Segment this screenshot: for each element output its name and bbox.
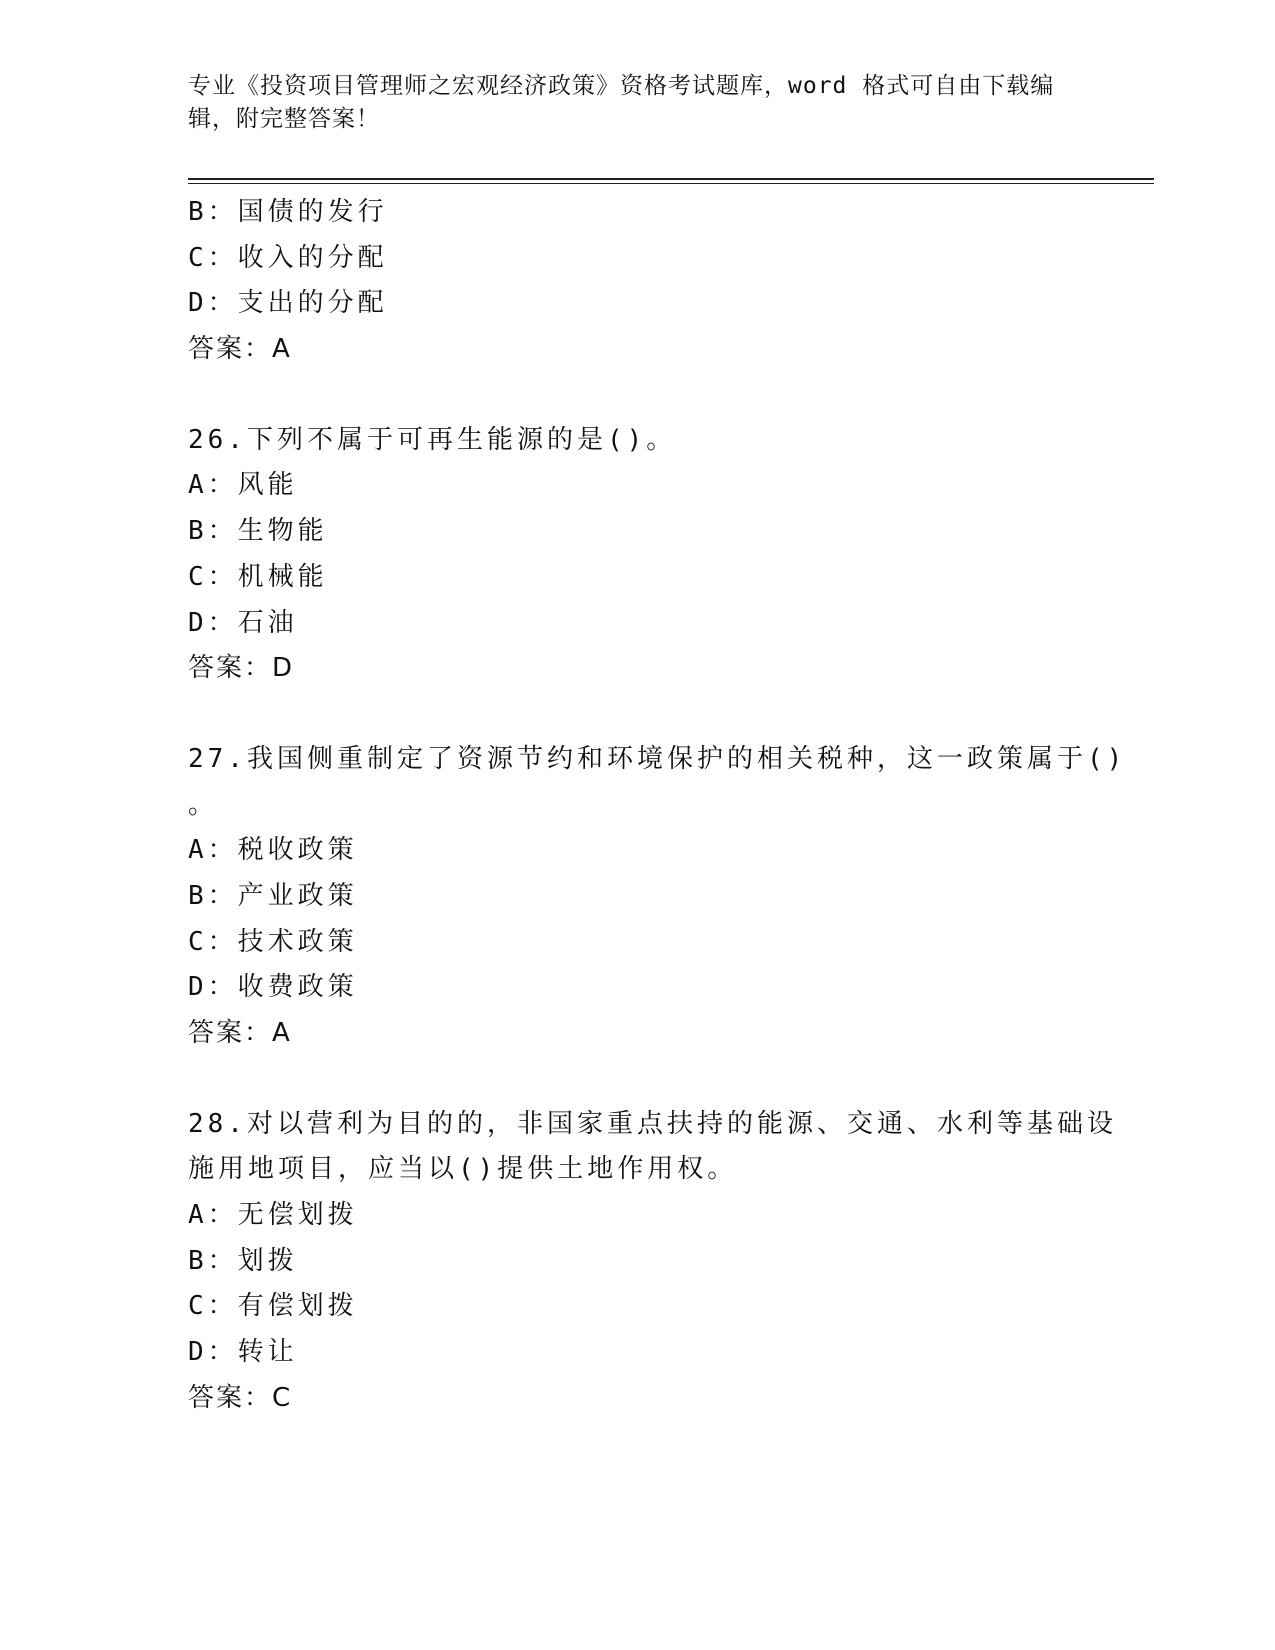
question-stem-line-2: 。 [188, 789, 219, 820]
question-28 [188, 1102, 1117, 1422]
option-a: A：无偿划拨 [188, 1200, 358, 1231]
header-divider-thin [188, 183, 1154, 184]
option-b: B：划拨 [188, 1245, 298, 1276]
spacer [188, 692, 1088, 737]
question-stem-line-1: 27.我国侧重制定了资源节约和环境保护的相关税种，这一政策属于() [188, 743, 1127, 774]
answer: 答案：A [188, 1018, 292, 1048]
question-25-continuation [188, 190, 1088, 373]
question-26 [188, 418, 1088, 692]
question-stem-line-1: 28.对以营利为目的的，非国家重点扶持的能源、交通、水利等基础设 [188, 1108, 1117, 1139]
option-d: D：转让 [188, 1337, 298, 1368]
option-c: C：机械能 [188, 561, 328, 592]
option-d: D：石油 [188, 607, 298, 638]
header-title: 专业《投资项目管理师之宏观经济政策》资格考试题库，word 格式可自由下载编辑，附完整答案！ [188, 73, 1055, 132]
option-b: B：生物能 [188, 516, 328, 547]
option-c: C：技术政策 [188, 926, 358, 957]
option-d: D：收费政策 [188, 972, 358, 1003]
option-c: C：收入的分配 [188, 242, 388, 273]
option-b: B：国债的发行 [188, 197, 388, 227]
option-a: A：风能 [188, 470, 298, 501]
option-b: B：产业政策 [188, 880, 358, 911]
document-header [188, 70, 1068, 136]
header-divider-thick [188, 178, 1154, 180]
question-stem-line-2: 施用地项目，应当以()提供土地作用权。 [188, 1154, 738, 1185]
spacer [188, 373, 1088, 418]
option-d: D：支出的分配 [188, 288, 388, 319]
question-stem: 26.下列不属于可再生能源的是()。 [188, 424, 677, 455]
question-27 [188, 737, 1127, 1057]
answer: 答案：D [188, 653, 295, 684]
spacer [188, 1057, 1088, 1102]
answer: 答案：C [188, 1382, 293, 1413]
question-list [188, 190, 1127, 1422]
answer: 答案：A [188, 334, 292, 365]
option-c: C：有偿划拨 [188, 1291, 358, 1322]
option-a: A：税收政策 [188, 835, 358, 866]
